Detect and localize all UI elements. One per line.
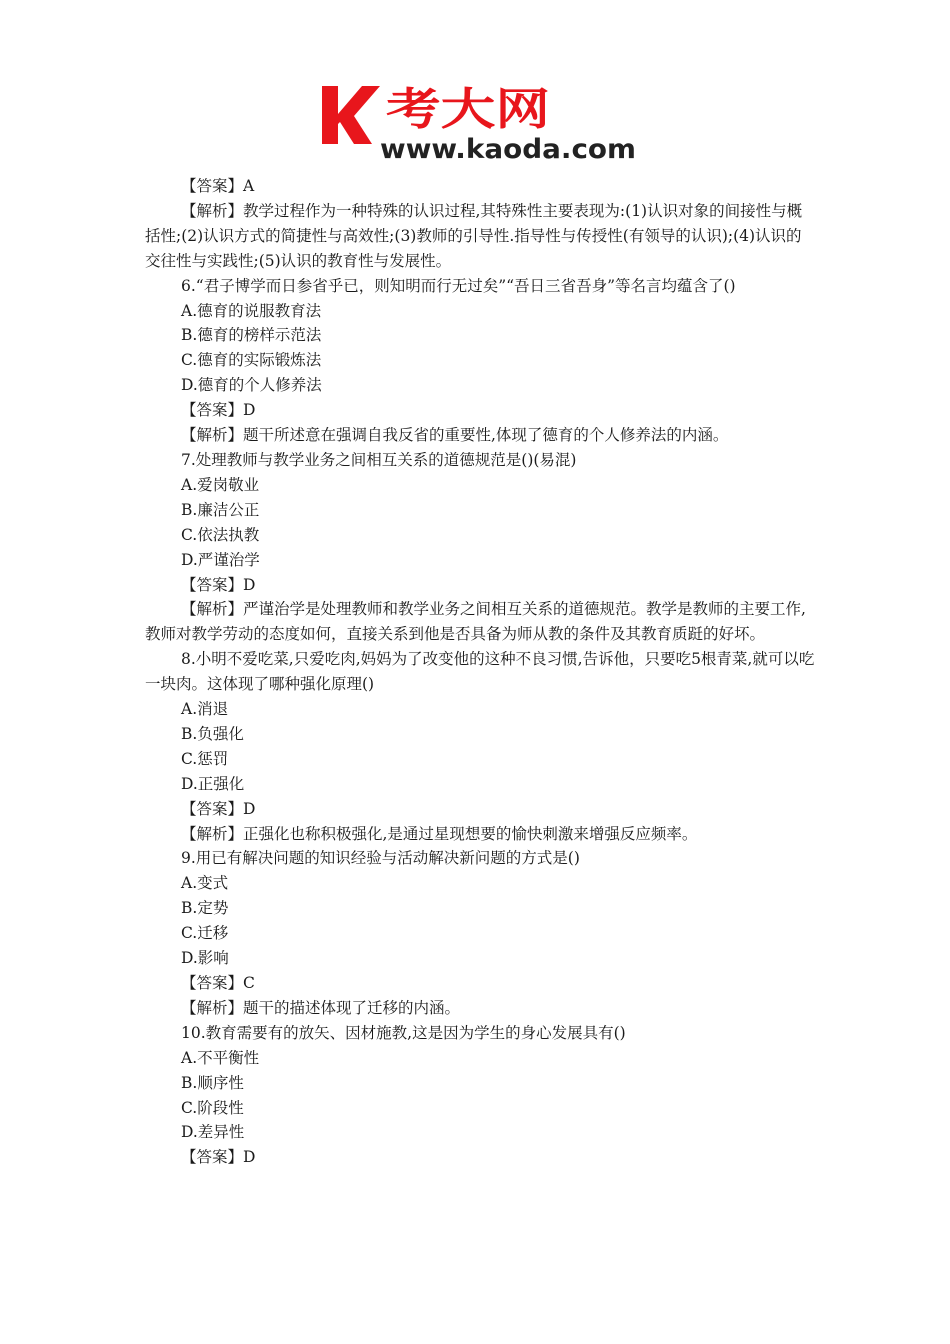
q8-answer: 【答案】D (181, 799, 256, 818)
logo-k-mark (322, 86, 380, 144)
logo-brand-text: 考大网 (386, 84, 550, 135)
q8-stem: 8.小明不爱吃菜,只爱吃肉,妈妈为了改变他的这种不良习惯,告诉他，只要吃5根青菜,就可以吃一块肉。这体现了哪种强化原理() (145, 650, 815, 694)
q7-stem: 7.处理教师与教学业务之间相互关系的道德规范是()(易混) (181, 450, 577, 469)
q10-stem: 10.教育需要有的放矢、因材施教,这是因为学生的身心发展具有() (181, 1023, 626, 1042)
q6-stem: 6.“君子博学而日参省乎已，则知明而行无过矣”“吾日三省吾身”等名言均蕴含了() (181, 276, 736, 295)
q5-analysis: 【解析】教学过程作为一种特殊的认识过程,其特殊性主要表现为:(1)认识对象的间接性与概括性;(2)认识方式的简捷性与高效性;(3)教师的引导性.指导性与传授性(有领导的认识);(4)认识的交往性与实践性;(5)认识的教育性与发展性。 (145, 201, 803, 270)
q10-option-c: C.阶段性 (181, 1098, 244, 1117)
q10-option-d: D.差异性 (181, 1123, 245, 1142)
q9-option-c: C.迁移 (181, 924, 229, 943)
q6-option-b: B.德育的榜样示范法 (181, 326, 322, 345)
q10-answer: 【答案】D (181, 1148, 256, 1167)
q5-answer: 【答案】A (181, 177, 255, 195)
q6-answer: 【答案】D (181, 401, 256, 420)
q8-option-b: B.负强化 (181, 724, 244, 743)
q9-analysis: 【解析】题干的描述体现了迁移的内涵。 (181, 998, 461, 1017)
q8-option-d: D.正强化 (181, 774, 245, 793)
q10-option-a: A.不平衡性 (181, 1048, 260, 1067)
question-content (145, 174, 815, 1170)
q8-analysis: 【解析】正强化也称积极强化,是通过星现想要的愉快刺激来增强反应频率。 (181, 824, 698, 843)
q7-option-c: C.依法执教 (181, 525, 260, 544)
q6-option-a: A.德育的说服教育法 (181, 301, 322, 320)
q10-option-b: B.顺序性 (181, 1073, 244, 1092)
q7-option-a: A.爱岗敬业 (181, 475, 260, 494)
q9-option-d: D.影响 (181, 949, 229, 968)
q9-stem: 9.用已有解决问题的知识经验与活动解决新问题的方式是() (181, 849, 580, 868)
q9-option-b: B.定势 (181, 899, 229, 918)
q7-option-d: D.严谨治学 (181, 550, 260, 569)
q7-answer: 【答案】D (181, 575, 256, 594)
q7-option-b: B.廉洁公正 (181, 500, 260, 519)
q6-analysis: 【解析】题干所述意在强调自我反省的重要性,体现了德育的个人修养法的内涵。 (181, 426, 729, 445)
q6-option-c: C.德育的实际锻炼法 (181, 351, 322, 370)
q7-analysis: 【解析】严谨治学是处理教师和教学业务之间相互关系的道德规范。教学是教师的主要工作,教师对教学劳动的态度如何，直接关系到他是否具备为师从教的条件及其教育质跹的好坏。 (145, 600, 806, 644)
kaoda-logo (318, 78, 638, 162)
q8-option-a: A.消退 (181, 700, 229, 719)
q9-answer: 【答案】C (181, 974, 255, 992)
logo-url-text: www.kaoda.com (380, 134, 636, 162)
q9-option-a: A.变式 (181, 874, 229, 893)
q6-option-d: D.德育的个人修养法 (181, 376, 322, 395)
q8-option-c: C.惩罚 (181, 749, 229, 768)
